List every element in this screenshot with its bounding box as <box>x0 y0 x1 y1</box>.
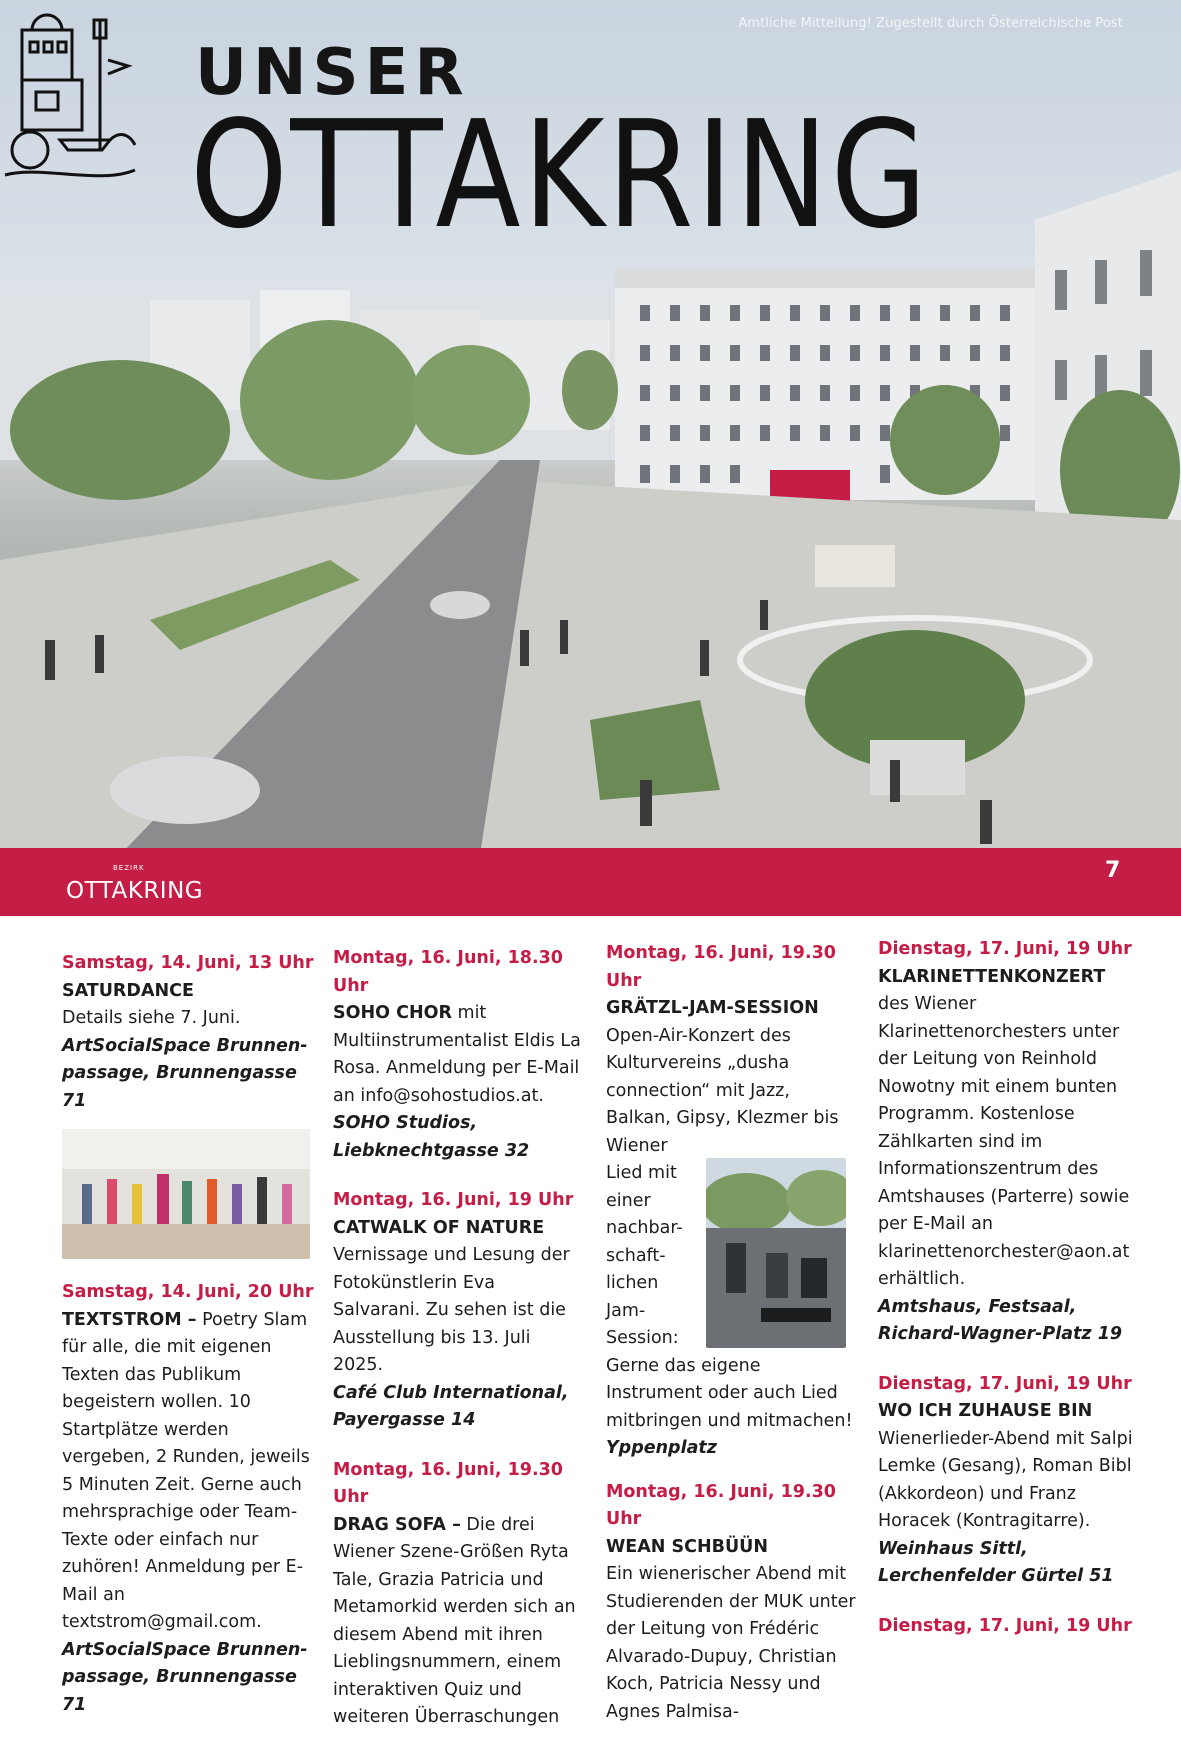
event-venue: Weinhaus Sittl, Lerchenfelder Gürtel 51 <box>878 1538 1114 1586</box>
event-wo-ich-zuhause <box>878 1371 1140 1591</box>
event-venue: Yppenplatz <box>606 1438 717 1458</box>
event-body: Ein wienerischer Abend mit Studierenden der MUK unter der Leitung von Frédéric Alvarado-Dupuy, Christian Koch, Patricia Nessy und Agnes Palmisa- <box>606 1564 856 1722</box>
event-saturdance <box>62 950 320 1115</box>
column-2 <box>333 945 586 1754</box>
event-title: TEXTSTROM – <box>62 1309 197 1330</box>
jam-session-photo <box>706 1158 846 1348</box>
event-title: DRAG SOFA – <box>333 1514 461 1535</box>
event-venue: Café Club International, Payergasse 14 <box>333 1382 569 1430</box>
event-drag-sofa <box>333 1457 586 1732</box>
event-body: mit Multiinstrumentalist Eldis La Rosa. Anmeldung per E-Mail an info@sohostudios.at. <box>333 1003 581 1106</box>
cover-photo <box>0 0 1181 855</box>
event-textstrom <box>62 1279 320 1719</box>
event-date: Dienstag, 17. Juni, 19 Uhr <box>878 1373 1132 1394</box>
event-date: Dienstag, 17. Juni, 19 Uhr <box>878 939 1132 959</box>
event-title: WO ICH ZUHAUSE BIN <box>878 1401 1093 1421</box>
event-body: Details siehe 7. Juni. <box>62 1008 241 1028</box>
event-klarinette <box>878 936 1140 1349</box>
column-1 <box>62 950 320 1741</box>
event-date: Montag, 16. Juni, 19.30 Uhr <box>606 1481 836 1529</box>
event-body: Poetry Slam für alle, die mit eigenen Texten das Publikum begeistern wollen. 10 Startplätze werden vergeben, 2 Runden, jeweils 5 Minuten Zeit. Gerne auch mehrsprachige oder Team-Texte oder einfach nur zuhören! Anmeldung per E-Mail an textstrom@gmail.com. <box>62 1309 310 1632</box>
event-title: SATURDANCE <box>62 980 194 1001</box>
event-body: Gerne das eigene Instrument oder auch Lied mitbringen und mitmachen! <box>606 1355 853 1431</box>
event-date: Montag, 16. Juni, 19 Uhr <box>333 1190 574 1210</box>
event-body: Open-Air-Konzert des Kulturvereins „dusha connection“ mit Jazz, Balkan, Gipsy, Klezmer bis Wiener <box>606 1025 839 1156</box>
event-body: Wienerlieder-Abend mit Salpi Lemke (Gesang), Roman Bibl (Akkordeon) und Franz Horacek (Kontragitarre). <box>878 1428 1133 1531</box>
column-4 <box>878 936 1140 1662</box>
event-date: Dienstag, 17. Juni, 19 Uhr <box>878 1615 1132 1636</box>
event-date: Montag, 16. Juni, 19.30 Uhr <box>333 1459 563 1507</box>
event-venue: SOHO Studios, Liebknechtgasse 32 <box>333 1113 530 1161</box>
event-graetzl-jam <box>606 940 856 1463</box>
event-title: WEAN SCHBÜÜN <box>606 1536 769 1557</box>
event-next <box>878 1613 1140 1641</box>
district-logo-icon <box>0 0 140 190</box>
bezirk-name: OTTAKRING <box>66 878 204 904</box>
event-body: Vernissage und Lesung der Fotokünstlerin Eva Salvarani. Zu sehen ist die Ausstellung bis 13. Juli 2025. <box>333 1245 570 1375</box>
event-title: CATWALK OF NATURE <box>333 1217 545 1238</box>
column-3 <box>606 940 856 1748</box>
event-soho-chor <box>333 945 586 1165</box>
event-catwalk <box>333 1187 586 1435</box>
event-venue: ArtSocialSpace Brunnen-passage, Brunnengasse 71 <box>62 1035 308 1111</box>
event-venue: Amtshaus, Festsaal, Richard-Wagner-Platz 19 <box>878 1296 1123 1344</box>
event-body-side: Lied mit einer nachbar- schaft- lichen Jam- Session: <box>606 1163 683 1348</box>
event-title: GRÄTZL-JAM-SESSION <box>606 998 819 1018</box>
event-date: Montag, 16. Juni, 19.30 Uhr <box>606 943 836 991</box>
event-wean-schbueuen <box>606 1479 856 1727</box>
postal-notice: Amtliche Mitteilung! Zugestellt durch Österreichische Post <box>738 16 1123 31</box>
dance-photo <box>62 1129 310 1259</box>
page-number: 7 <box>1105 858 1121 883</box>
event-date: Montag, 16. Juni, 18.30 Uhr <box>333 948 563 996</box>
masthead-title: OTTAKRING <box>190 89 930 261</box>
bezirk-label: BEZIRK <box>113 864 145 872</box>
event-title: KLARINETTENKONZERT <box>878 966 1106 987</box>
event-body: des Wiener Klarinettenorchesters unter der Leitung von Reinhold Nowotny mit einem bunten Programm. Kostenlose Zählkarten sind im Informationszentrum des Amtshauses (Parterre) sowie per E-Mail an klarinettenorchester@aon.at erhältlich. <box>878 994 1130 1289</box>
event-title: SOHO CHOR <box>333 1003 452 1023</box>
event-body: Die drei Wiener Szene-Größen Ryta Tale, Grazia Patricia und Metamorkid werden sich an diesem Abend mit ihren Lieblingsnummern, einem interaktiven Quiz und weiteren Überraschungen <box>333 1514 576 1727</box>
event-venue: ArtSocialSpace Brunnen-passage, Brunnengasse 71 <box>62 1639 308 1715</box>
event-date: Samstag, 14. Juni, 20 Uhr <box>62 1282 314 1302</box>
masthead-unser: UNSER <box>195 36 470 110</box>
event-date: Samstag, 14. Juni, 13 Uhr <box>62 953 314 973</box>
